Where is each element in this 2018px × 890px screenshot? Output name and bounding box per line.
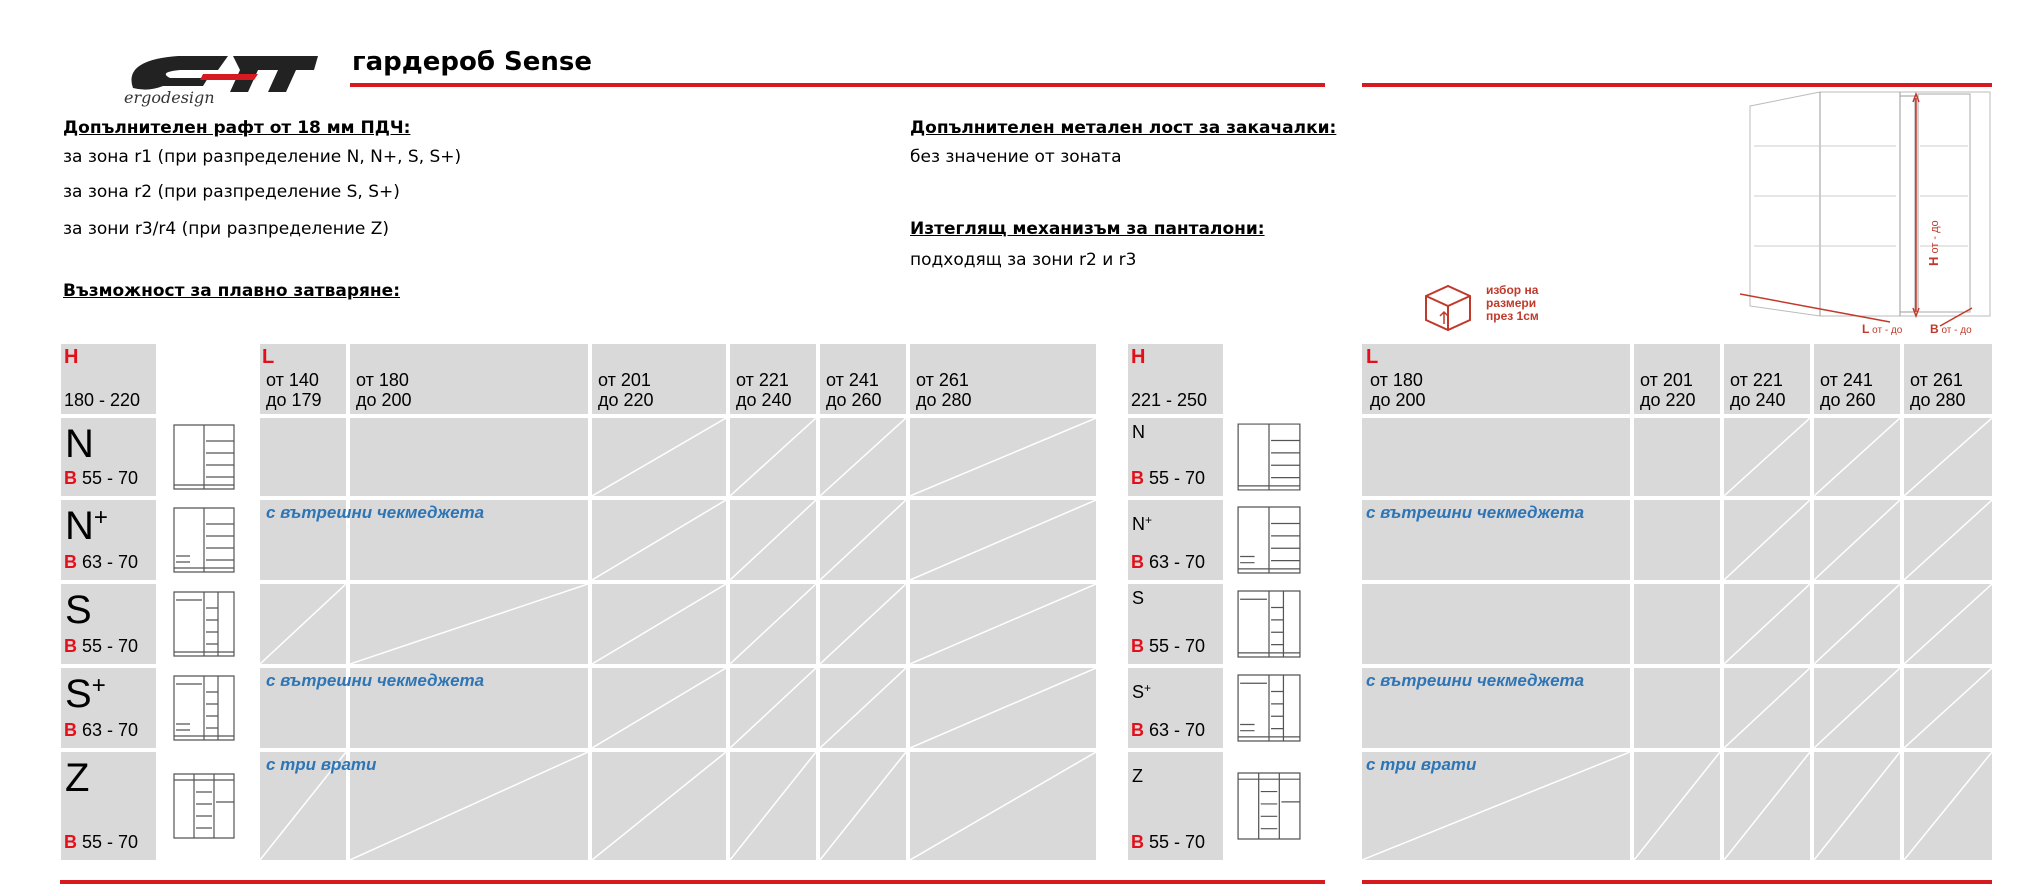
row-letter-text: S — [1132, 682, 1145, 702]
diagonal-line-icon — [1814, 500, 1900, 580]
t1-h-label: H — [64, 346, 79, 368]
diagonal-line-icon — [910, 752, 1096, 860]
table1-row-z-cell-5 — [820, 752, 906, 860]
table2-row-s-cell-5 — [1904, 584, 1992, 664]
diagonal-line-icon — [1904, 752, 1992, 860]
row-letter — [65, 424, 94, 464]
row-letter — [65, 758, 89, 798]
t2-col-1: L от 180 до 200 — [1362, 344, 1630, 414]
row-letter-text: Z — [1132, 766, 1143, 786]
row-letter-plus: + — [1144, 681, 1152, 695]
diagonal-line-icon — [730, 584, 816, 664]
t2-col-4: от 241 до 260 — [1814, 344, 1900, 414]
table1-row-s-plus-label — [61, 668, 156, 748]
diagonal-line-icon — [1724, 752, 1810, 860]
table2-row-z-label — [1128, 752, 1223, 860]
diagonal-line-icon — [820, 752, 906, 860]
row-letter — [65, 506, 108, 552]
table2-row-z-cell-3 — [1724, 752, 1810, 860]
table2-row-s-plus-note: с вътрешни чекмеджета — [1366, 671, 1585, 690]
diagonal-line-icon — [350, 752, 588, 860]
t1-col-2: от 180 до 200 — [350, 344, 588, 414]
table1-row-z-label — [61, 752, 156, 860]
shelf-line-1: за зона r1 (при разпределение N, N+, S, S+) — [63, 147, 462, 167]
row-letter — [1132, 766, 1143, 787]
diagonal-line-icon — [592, 752, 726, 860]
table2-row-n-plus-note: с вътрешни чекмеджета — [1366, 503, 1585, 522]
table2-row-s-label — [1128, 584, 1223, 664]
t1-col-1 — [260, 344, 346, 414]
table2-row-z-cell-4 — [1814, 752, 1900, 860]
diagonal-line-icon — [1904, 668, 1992, 748]
table1-row-n-cell-1 — [260, 418, 346, 496]
table1-row-z-cell-6 — [910, 752, 1096, 860]
size-badge-line-1: избор на — [1486, 283, 1539, 297]
table2-row-n-plus-layout — [1236, 504, 1302, 581]
table1-row-z-cell-4 — [730, 752, 816, 860]
table1-row-n-plus-cell-3 — [592, 500, 726, 580]
row-letter-text: Z — [65, 756, 90, 800]
trouser-text: подходящ за зони r2 и r3 — [910, 250, 1137, 270]
row-depth-range: 63 - 70 — [1149, 552, 1206, 572]
table1-row-s-plus-cell-5 — [820, 668, 906, 748]
bottom-line-right — [1362, 880, 1992, 884]
t1-col-5: от 241 до 260 — [820, 344, 906, 414]
wardrobe-drawing-icon — [1740, 86, 2000, 336]
table2-row-n-cell-3 — [1724, 418, 1810, 496]
table1-row-z-layout — [172, 756, 236, 861]
brand-logo — [118, 48, 318, 108]
table1-row-n-cell-5 — [820, 418, 906, 496]
table1-row-n-plus-cell-6 — [910, 500, 1096, 580]
table1-row-n-label — [61, 418, 156, 496]
row-depth-label: B — [64, 636, 77, 656]
diagonal-line-icon — [910, 418, 1096, 496]
dims-b-range: от - до — [1941, 325, 1972, 336]
shelf-line-3: за зони r3/r4 (при разпределение Z) — [63, 219, 390, 239]
table2-row-s-cell-4 — [1814, 584, 1900, 664]
table2-row-s-plus-cell-4 — [1814, 668, 1900, 748]
table1-row-s-plus-layout — [172, 672, 236, 749]
table2-row-s-cell-2 — [1634, 584, 1720, 664]
row-letter — [1132, 588, 1144, 609]
t2-col-2: от 201 до 220 — [1634, 344, 1720, 414]
cube-size-icon — [1420, 280, 1476, 336]
row-depth-range: 63 - 70 — [82, 552, 139, 572]
row-depth-label: B — [1131, 552, 1144, 572]
table1-row-s-cell-4 — [730, 584, 816, 664]
table2-row-z-cell-2 — [1634, 752, 1720, 860]
table2-row-s-cell-3 — [1724, 584, 1810, 664]
table1-row-n-plus-layout — [172, 504, 236, 581]
wardrobe-layout-z-icon — [172, 756, 236, 856]
diagonal-line-icon — [1904, 418, 1992, 496]
diagonal-line-icon — [592, 500, 726, 580]
diagonal-line-icon — [592, 418, 726, 496]
row-letter-plus: + — [91, 672, 106, 699]
row-letter — [1132, 422, 1145, 443]
t1-col-4: от 221 до 240 — [730, 344, 816, 414]
row-letter — [65, 590, 92, 630]
t2-l-label: L — [1366, 346, 1379, 368]
table2-row-n-cell-4 — [1814, 418, 1900, 496]
row-letter-text: N — [65, 422, 94, 466]
row-depth-label: B — [1131, 832, 1144, 852]
row-depth — [64, 468, 138, 489]
row-letter-text: N — [65, 504, 94, 548]
table2-row-n-plus-cell-4 — [1814, 500, 1900, 580]
table2-row-z-layout — [1236, 756, 1302, 861]
wardrobe-layout-s-plus-icon — [172, 672, 236, 744]
row-letter-plus: + — [1145, 513, 1153, 527]
t1-l-label: L — [262, 346, 275, 368]
diagonal-line-icon — [820, 668, 906, 748]
row-depth-range: 55 - 70 — [1149, 636, 1206, 656]
table2-row-n-plus-cell-2 — [1634, 500, 1720, 580]
table1-row-n-cell-3 — [592, 418, 726, 496]
diagonal-line-icon — [820, 584, 906, 664]
row-depth — [1131, 552, 1205, 573]
bottom-line-left — [60, 880, 1325, 884]
diagonal-line-icon — [730, 500, 816, 580]
diagonal-line-icon — [910, 584, 1096, 664]
diagonal-line-icon — [1634, 752, 1720, 860]
row-letter-text: S — [65, 588, 92, 632]
wardrobe-layout-s-plus-icon — [1236, 672, 1302, 744]
diagonal-line-icon — [350, 584, 588, 664]
row-depth-label: B — [64, 720, 77, 740]
table1-row-s-layout — [172, 588, 236, 665]
wardrobe-layout-s-icon — [172, 588, 236, 660]
diagonal-line-icon — [1814, 752, 1900, 860]
table2-row-n-cell-5 — [1904, 418, 1992, 496]
row-depth-range: 55 - 70 — [82, 636, 139, 656]
diagonal-line-icon — [1724, 418, 1810, 496]
table1-row-z-note: с три врати — [266, 755, 377, 774]
t1-h-header — [61, 344, 156, 414]
row-depth — [64, 636, 138, 657]
trouser-heading: Изтеглящ механизъм за панталони: — [910, 219, 1265, 239]
diagonal-line-icon — [592, 668, 726, 748]
size-badge-line-3: през 1см — [1486, 309, 1539, 323]
table1-row-n-cell-2 — [350, 418, 588, 496]
wardrobe-dims-drawing — [1740, 86, 2000, 336]
rod-text: без значение от зоната — [910, 147, 1122, 167]
t1-col-3: от 201 до 220 — [592, 344, 726, 414]
table2-row-n-label — [1128, 418, 1223, 496]
row-letter-text: S — [65, 672, 92, 716]
wardrobe-layout-s-icon — [1236, 588, 1302, 660]
row-depth — [64, 720, 138, 741]
row-letter — [65, 674, 106, 720]
rod-heading: Допълнителен метален лост за закачалки: — [910, 118, 1337, 138]
table2-row-s-plus-layout — [1236, 672, 1302, 749]
wardrobe-layout-n-icon — [172, 422, 236, 492]
table1-row-n-plus-note: с вътрешни чекмеджета — [266, 503, 485, 522]
diagonal-line-icon — [1724, 584, 1810, 664]
table1-row-s-label — [61, 584, 156, 664]
diagonal-line-icon — [1904, 584, 1992, 664]
table1-row-s-plus-note: с вътрешни чекмеджета — [266, 671, 485, 690]
diagonal-line-icon — [820, 418, 906, 496]
size-choice-badge — [1420, 280, 1570, 336]
table1-row-n-cell-6 — [910, 418, 1096, 496]
soft-close-heading: Възможност за плавно затваряне: — [63, 281, 401, 301]
diagonal-line-icon — [260, 584, 346, 664]
table1-row-s-cell-1 — [260, 584, 346, 664]
wardrobe-layout-n-icon — [1236, 422, 1302, 492]
table1-row-n-plus-label — [61, 500, 156, 580]
diagonal-line-icon — [1724, 668, 1810, 748]
dims-l-range: от - до — [1872, 325, 1903, 336]
t2-h-label: H — [1131, 346, 1146, 368]
row-depth — [1131, 468, 1205, 489]
shelf-line-2: за зона r2 (при разпределение S, S+) — [63, 182, 400, 202]
table2-row-s-plus-cell-5 — [1904, 668, 1992, 748]
row-depth-label: B — [64, 552, 77, 572]
row-depth-label: B — [1131, 636, 1144, 656]
diagonal-line-icon — [592, 584, 726, 664]
table1-row-n-plus-cell-4 — [730, 500, 816, 580]
row-letter — [1132, 514, 1152, 535]
table1-row-s-plus-cell-3 — [592, 668, 726, 748]
row-depth-range: 55 - 70 — [1149, 832, 1206, 852]
diagonal-line-icon — [730, 668, 816, 748]
table2-row-n-cell-1 — [1362, 418, 1630, 496]
diagonal-line-icon — [1814, 584, 1900, 664]
dims-b-label: B — [1930, 322, 1939, 336]
row-depth — [64, 832, 138, 853]
table1-row-z-cell-3 — [592, 752, 726, 860]
row-depth — [64, 552, 138, 573]
diagonal-line-icon — [730, 752, 816, 860]
wardrobe-layout-n-plus-icon — [1236, 504, 1302, 576]
row-letter-text: N — [1132, 422, 1145, 442]
t2-h-range: 221 - 250 — [1131, 390, 1208, 410]
table2-row-n-plus-cell-3 — [1724, 500, 1810, 580]
table1-row-s-cell-6 — [910, 584, 1096, 664]
diagonal-line-icon — [1904, 500, 1992, 580]
diagonal-line-icon — [820, 500, 906, 580]
row-depth-range: 55 - 70 — [82, 468, 139, 488]
table1-row-s-plus-cell-6 — [910, 668, 1096, 748]
row-depth — [1131, 720, 1205, 741]
table2-row-n-plus-label — [1128, 500, 1223, 580]
row-letter-text: S — [1132, 588, 1145, 608]
t1-col-6: от 261 до 280 — [910, 344, 1096, 414]
row-letter-plus: + — [93, 504, 108, 531]
table1-row-n-layout — [172, 422, 236, 497]
table2-row-s-layout — [1236, 588, 1302, 665]
dims-h-label: H — [1926, 256, 1941, 266]
table2-row-n-layout — [1236, 422, 1302, 497]
t1-h-range: 180 - 220 — [64, 390, 141, 410]
diagonal-line-icon — [1814, 668, 1900, 748]
table1-row-s-plus-cell-4 — [730, 668, 816, 748]
table1-row-s-cell-5 — [820, 584, 906, 664]
table1-row-n-plus-cell-5 — [820, 500, 906, 580]
table1-row-z-cell-2 — [350, 752, 588, 860]
diagonal-line-icon — [1814, 418, 1900, 496]
diagonal-line-icon — [730, 418, 816, 496]
logo-wordmark: ergodesign — [124, 88, 215, 107]
size-badge-line-2: размери — [1486, 296, 1537, 310]
wardrobe-layout-z-icon — [1236, 756, 1302, 856]
t1-col-1-range: от 140 до 179 — [266, 370, 322, 410]
table2-row-z-cell-5 — [1904, 752, 1992, 860]
t2-col-5: от 261 до 280 — [1904, 344, 1992, 414]
wardrobe-layout-n-plus-icon — [172, 504, 236, 576]
row-depth-range: 55 - 70 — [82, 832, 139, 852]
row-letter-text: N — [1132, 514, 1145, 534]
table1-row-s-cell-3 — [592, 584, 726, 664]
page-title: гардероб Sense — [352, 47, 593, 77]
row-letter — [1132, 682, 1151, 703]
table2-row-s-cell-1 — [1362, 584, 1630, 664]
dims-h-range: от - до — [1929, 220, 1941, 254]
row-depth-label: B — [64, 468, 77, 488]
title-underline — [350, 83, 1325, 87]
table1-row-s-cell-2 — [350, 584, 588, 664]
shelf-heading: Допълнителен рафт от 18 мм ПДЧ: — [63, 118, 411, 138]
table2-row-z-note: с три врати — [1366, 755, 1477, 774]
row-depth-label: B — [1131, 468, 1144, 488]
row-depth-label: B — [64, 832, 77, 852]
diagonal-line-icon — [1724, 500, 1810, 580]
table1-row-n-cell-4 — [730, 418, 816, 496]
row-depth — [1131, 636, 1205, 657]
table2-row-s-plus-cell-3 — [1724, 668, 1810, 748]
row-depth-range: 63 - 70 — [82, 720, 139, 740]
row-depth — [1131, 832, 1205, 853]
table2-row-n-cell-2 — [1634, 418, 1720, 496]
table2-row-s-plus-cell-2 — [1634, 668, 1720, 748]
diagonal-line-icon — [910, 500, 1096, 580]
table2-row-n-plus-cell-5 — [1904, 500, 1992, 580]
t2-col-3: от 221 до 240 — [1724, 344, 1810, 414]
row-depth-label: B — [1131, 720, 1144, 740]
diagonal-line-icon — [910, 668, 1096, 748]
t2-h-header — [1128, 344, 1223, 414]
dims-l-label: L — [1862, 322, 1870, 336]
row-depth-range: 55 - 70 — [1149, 468, 1206, 488]
row-depth-range: 63 - 70 — [1149, 720, 1206, 740]
table2-row-s-plus-label — [1128, 668, 1223, 748]
